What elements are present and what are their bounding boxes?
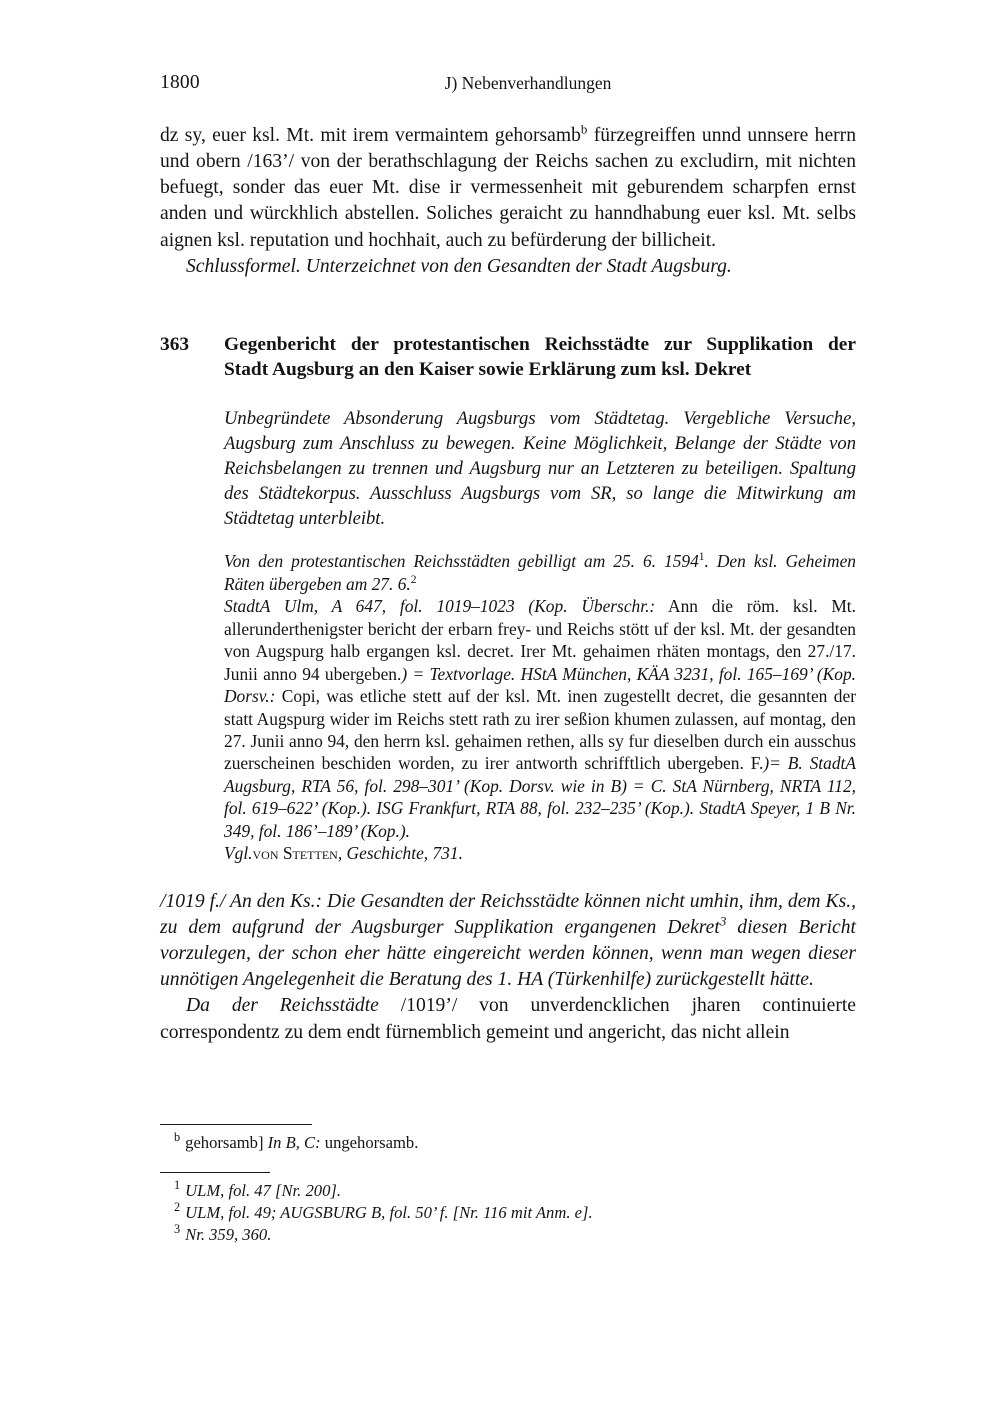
main-paragraph-2 [160,993,856,1045]
continuation-text-tail: fürzegreiffen unnd unnsere herrn und obern /163’/ von der berathschlagung der Reichs sachen zu excludirn, mit nichten befuegt, sonder das euer Mt. dise ir vermessenheit mit geburendem scharpfen ernst anden und würckhlich abstellen. Soliches geraicht zu hanndhabung euer ksl. Mt. selbs aignen ksl. reputation und hochhait, auch zu befürderung der billicheit. [160,125,856,251]
section-heading [160,332,856,382]
continuation-text-head: dz sy, euer ksl. Mt. mit irem vermaintem gehorsamb [160,125,581,146]
main-paragraph-2-quote: /1019’/ von unverdencklichen jharen continuierte correspondentz zu dem endt fürnemblich gemeint und angericht, das nicht allein [160,995,856,1043]
footnote-ref-1[interactable]: 1 [698,551,705,564]
variant-apparatus-block [160,1124,856,1154]
manuscript-sources [224,595,856,842]
footnote-3 [160,1224,856,1246]
closing-formula: Schlussformel. Unterzeichnet von den Gesandten der Stadt Augsburg. [186,255,732,277]
source-ulm-heading-quote: Ann die röm. ksl. Mt. allerunderthenigster bericht der erbarn frey- und Reichs stött uf der ksl. Mt. der gesandten von Augspurg halb ergangen ksl. decret. Irer Mt. gehaimen rhäten montags, den 27./17. Junii anno 94 ubergeben. [224,596,856,684]
variant-rule [160,1124,312,1125]
variant-note-witnesses: In B, C: [263,1133,321,1152]
footnote-ref-3[interactable]: 3 [719,913,727,929]
approval-text-1: Von den protestantischen Reichsstädten gebilligt am 25. 6. 1594 [224,551,699,572]
approval-text-2: . Den ksl. Geheimen Räten übergeben am 27. 6. [224,551,856,594]
page-number: 1800 [160,72,200,93]
variant-note-ref-b[interactable]: b [580,121,588,137]
footnote-2 [160,1202,856,1224]
footnote-ref-2[interactable]: 2 [410,574,417,587]
variant-note-reading: ungehorsamb. [320,1133,419,1152]
section-title-line-1: Gegenbericht der protestantischen Reichsstädte zur Supplikation der [224,333,856,355]
source-further-copies: )= B. StadtA Augsburg, RTA 56, fol. 298–301’ (Kop. Dorsv. wie in B) = C. StA Nürnberg, NRTA 112, fol. 619–622’ (Kop.). ISG Frankfurt, RTA 88, fol. 232–235’ (Kop.). StadtA Speyer, 1 B Nr. 349, fol. 186’–189’ (Kop.). [224,753,856,841]
main-paragraph-1-text-b: diesen Bericht vorzulegen, der schon eher hätte eingereicht werden können, wenn man wegen dieser unnötigen Angelegenheit die Beratung des 1. HA (Türkenhilfe) zurückgestellt hätte. [160,916,856,991]
continuation-paragraph [160,123,856,254]
section-title [224,332,856,382]
apparatus-block [224,406,856,864]
footnote-1-marker: 1 [174,1178,181,1193]
numbered-footnotes-block [160,1172,856,1246]
section-number: 363 [160,333,190,355]
main-paragraph-1 [160,889,856,994]
footnote-1-text: ULM, fol. 47 [Nr. 200]. [185,1180,341,1200]
variant-note-b [160,1132,856,1154]
source-muenchen-signature: ) = Textvorlage. HStA München, KÄA 3231, fol. 165–169’ (Kop. Dorsv.: [224,663,856,707]
variant-note-marker: b [174,1130,181,1145]
footnote-area [160,1124,856,1246]
page-content [160,0,856,1046]
main-paragraph-1-text-a: /1019 f./ An den Ks.: Die Gesandten der Reichsstädte können nicht umhin, ihm, dem Ks., zu dem aufgrund der Augsburger Supplikation ergangenen Dekret [160,890,856,938]
source-muenchen-dorsal-quote: Copi, was etliche stett auf der ksl. Mt. inen zugestellt decret, die gesannten der statt Augspurg wider im Reichs stett rath zu irer seßion khumen zulassen, auf montag, den 27. Junii anno 94, den herrn ksl. gehaimen rethen, alls sy fur dieselben durch ein ausschus zuerscheinen beschiden worden, zu irer antworth schrifftlich ubergeben. F. [224,686,856,774]
footnote-2-text: ULM, fol. 49; AUGSBURG B, fol. 50’ f. [Nr. 116 mit Anm. e]. [185,1202,593,1222]
main-paragraph-2-lead: Da der Reichsstädte [186,995,379,1017]
running-title: J) Nebenverhandlungen [444,73,612,93]
footnote-3-text: Nr. 359, 360. [185,1224,272,1244]
literature-title: , Geschichte, 731. [337,843,463,864]
variant-note-lemma: gehorsamb] [185,1133,264,1152]
section-title-line-2: Stadt Augsburg an den Kaiser sowie Erklärung zum ksl. Dekret [224,359,752,381]
footnote-2-marker: 2 [174,1200,181,1215]
source-ulm-signature: StadtA Ulm, A 647, fol. 1019–1023 (Kop. Überschr.: [224,596,656,617]
literature-author: von Stetten [252,843,338,864]
running-head [160,72,856,114]
source-apparatus [224,550,856,864]
footnote-1 [160,1180,856,1202]
footnote-rule [160,1172,270,1173]
footnote-3-marker: 3 [174,1222,181,1237]
regest-summary: Unbegründete Absonderung Augsburgs vom Städtetag. Vergebliche Versuche, Augsburg zum Anschluss zu bewegen. Keine Möglichkeit, Belange der Städte von Reichsbelangen zu trennen und Augsburg nur an Letzteren zu beteiligen. Spaltung des Städtekorpus. Ausschluss Augsburgs vom SR, so lange die Mitwirkung am Städtetag unterbleibt. [224,408,856,530]
approval-note [224,550,856,595]
literature-reference [224,842,856,864]
vgl-label: Vgl. [224,843,253,864]
